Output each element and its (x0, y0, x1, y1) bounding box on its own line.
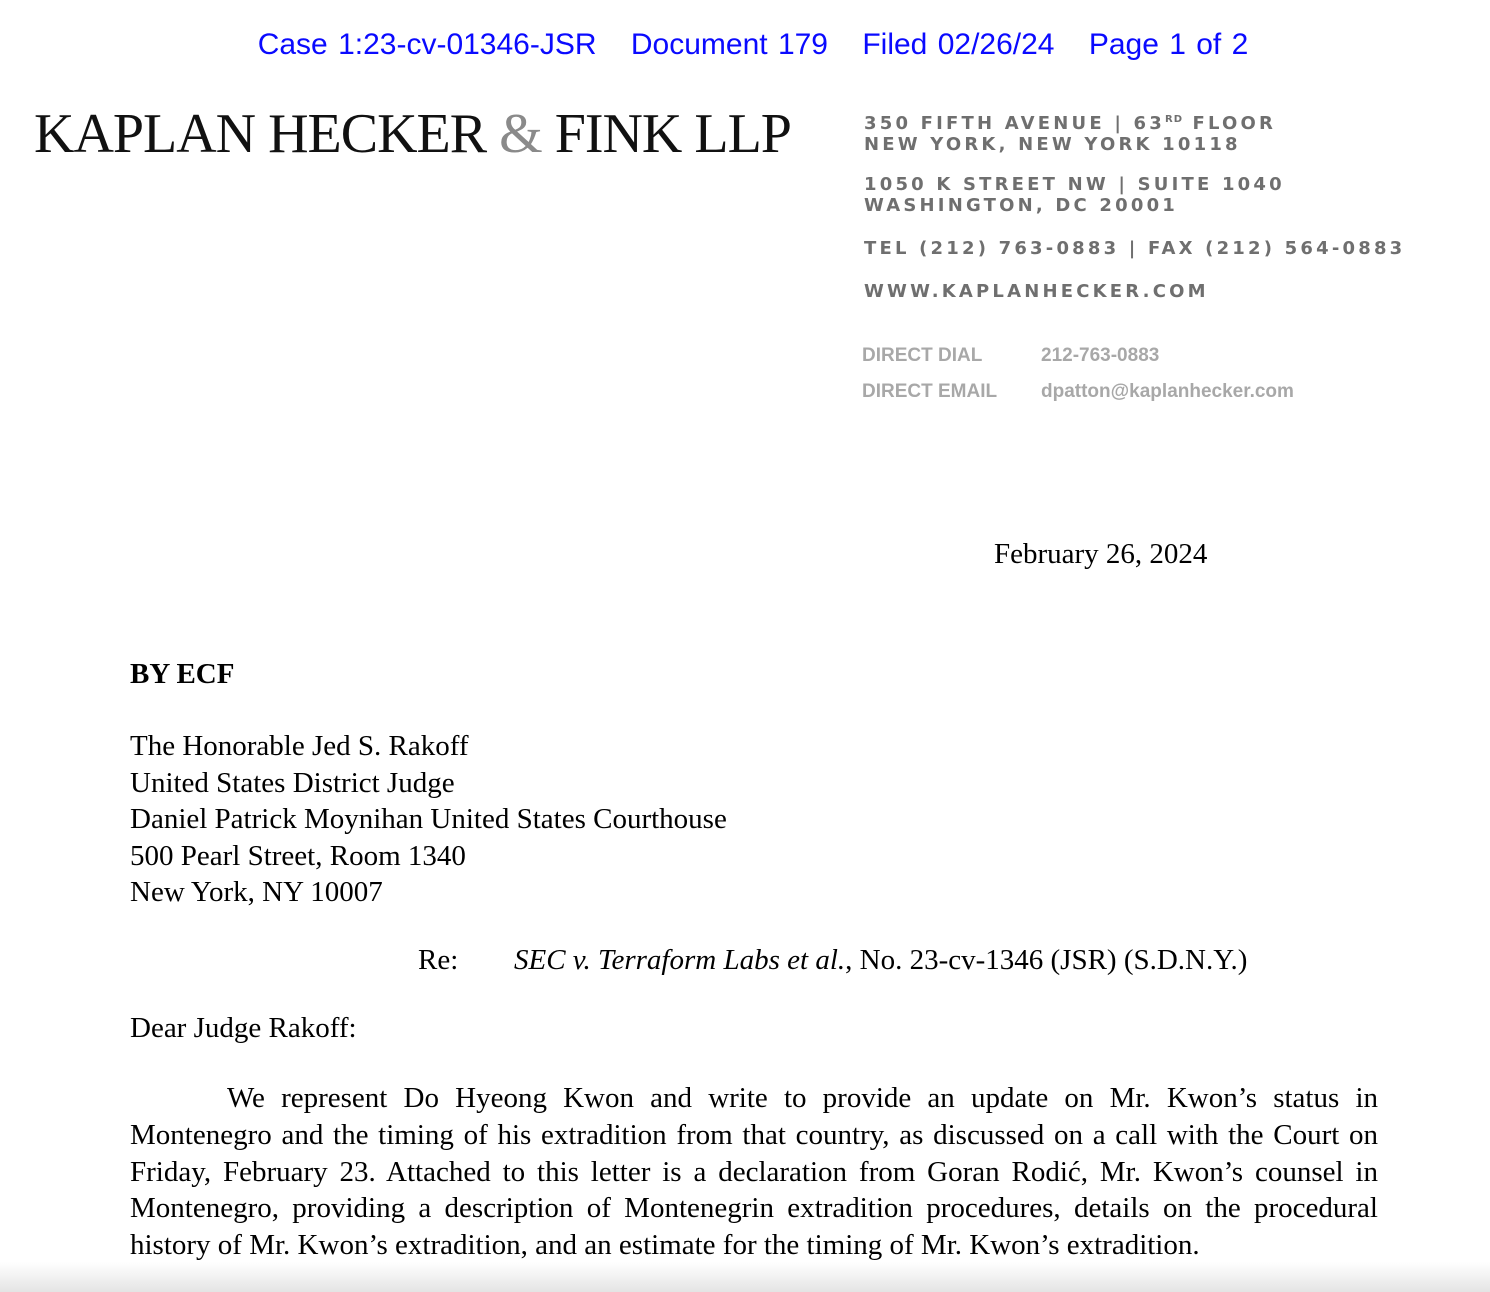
direct-email-label: DIRECT EMAIL (862, 381, 998, 402)
recipient-address (130, 728, 727, 911)
dc-address (864, 174, 1285, 216)
ny-address (864, 109, 1276, 155)
ecf-filing-header (0, 28, 1490, 62)
re-label: Re: (418, 944, 459, 976)
dc-address-line2: WASHINGTON, DC 20001 (864, 195, 1179, 216)
direct-dial-value: 212-763-0883 (1041, 345, 1160, 366)
firm-name-part1: KAPLAN HECKER (34, 103, 500, 165)
firm-ampersand: & (499, 103, 542, 165)
case-number: Case 1:23-cv-01346-JSR (257, 28, 597, 61)
recipient-line: United States District Judge (130, 766, 455, 799)
filed-date: Filed 02/26/24 (862, 28, 1055, 61)
re-case-number: , No. 23-cv-1346 (JSR) (S.D.N.Y.) (845, 944, 1248, 976)
delivery-method: BY ECF (130, 658, 235, 690)
ny-address-line2: NEW YORK, NEW YORK 10118 (864, 134, 1241, 155)
firm-logo (34, 102, 791, 166)
recipient-line: The Honorable Jed S. Rakoff (130, 730, 469, 762)
re-case-name: SEC v. Terraform Labs et al. (514, 944, 846, 976)
salutation: Dear Judge Rakoff: (130, 1012, 357, 1044)
body-paragraph: We represent Do Hyeong Kwon and write to provide an update on Mr. Kwon’s status in Montenegro and the timing of his extradition from that country, as discussed on a call with the Court on Friday, February 23. Attached to this letter is a declaration from Goran Rodić, Mr. Kwon’s counsel in Montenegro, providing a description of Montenegrin extradition procedures, details on the procedural history of Mr. Kwon’s extradition, and an estimate for the timing of Mr. Kwon’s extradition. (130, 1082, 1378, 1262)
dc-address-line1: 1050 K STREET NW | SUITE 1040 (864, 174, 1285, 195)
direct-dial-label: DIRECT DIAL (862, 345, 983, 366)
document-number: Document 179 (630, 28, 828, 61)
recipient-line: 500 Pearl Street, Room 1340 (130, 839, 466, 872)
recipient-line: Daniel Patrick Moynihan United States Courthouse (130, 803, 727, 835)
firm-name-part2: FINK LLP (541, 103, 791, 165)
re-subject (514, 944, 1247, 977)
ny-address-line1: 350 FIFTH AVENUE | 63RD FLOOR (864, 113, 1277, 134)
recipient-line: New York, NY 10007 (130, 876, 383, 908)
phone-fax: TEL (212) 763-0883 | FAX (212) 564-0883 (864, 238, 1406, 259)
firm-website: WWW.KAPLANHECKER.COM (864, 281, 1209, 302)
letter-date: February 26, 2024 (994, 538, 1208, 570)
direct-email-value: dpatton@kaplanhecker.com (1041, 381, 1294, 402)
page-indicator: Page 1 of 2 (1088, 28, 1249, 61)
page-bottom-edge (0, 1262, 1490, 1292)
